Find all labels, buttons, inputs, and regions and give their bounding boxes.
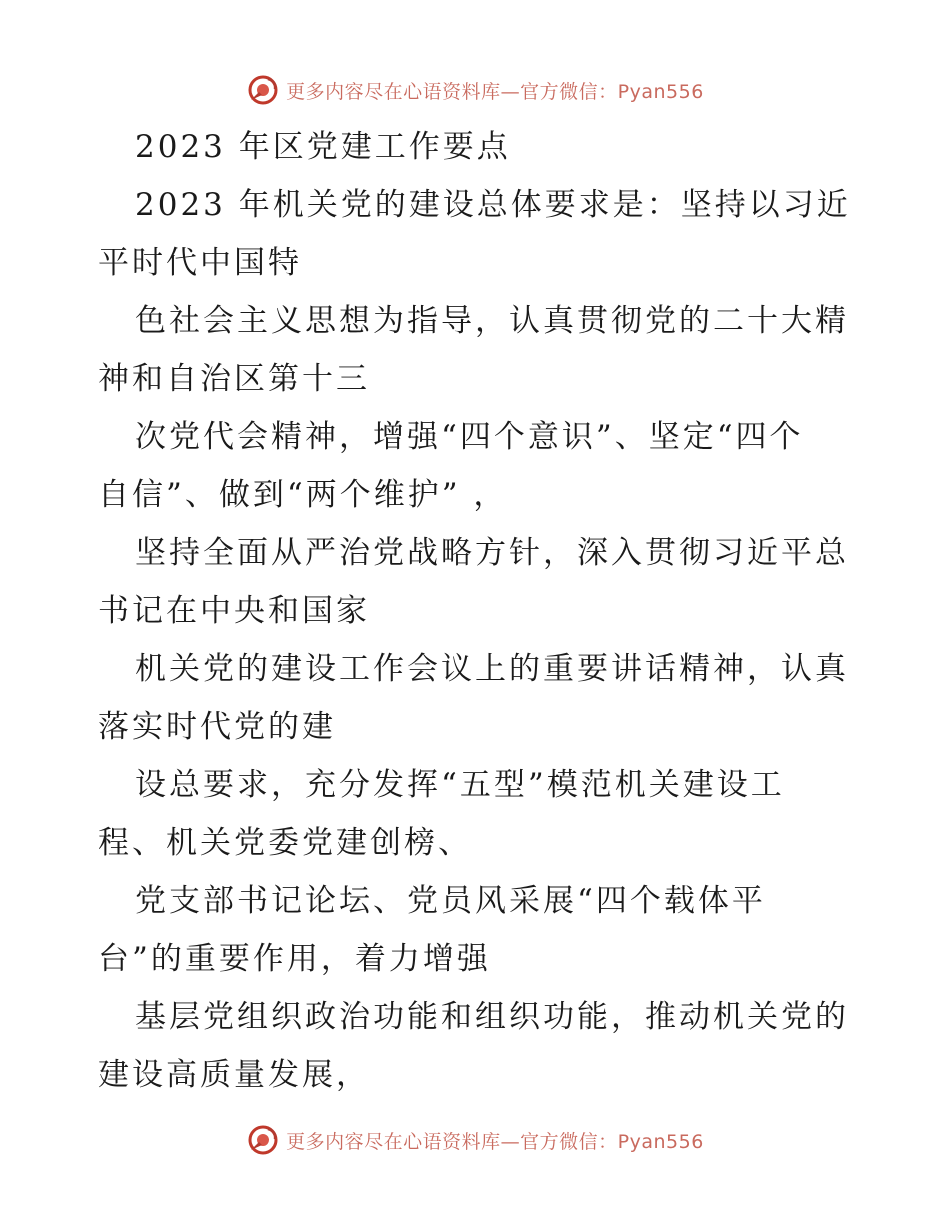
paragraph-line: 平时代中国特 xyxy=(98,245,302,281)
watermark-text: 更多内容尽在心语资料库—官方微信：Pyan556 xyxy=(286,1130,704,1153)
paragraph-line: 书记在中央和国家 xyxy=(98,593,370,629)
paragraph-line: 落实时代党的建 xyxy=(98,709,336,745)
document-body xyxy=(98,118,858,1104)
paragraph-line: 2023 年机关党的建设总体要求是：坚持以习近 xyxy=(135,187,851,223)
paragraph-line: 建设高质量发展， xyxy=(98,1057,370,1093)
brand-logo-icon xyxy=(246,73,280,107)
paragraph-line: 基层党组织政治功能和组织功能，推动机关党的 xyxy=(135,999,849,1035)
watermark-footer xyxy=(0,1120,950,1160)
brand-logo-icon xyxy=(246,1123,280,1157)
paragraph-line: 自信”、做到“两个维护” ， xyxy=(98,477,508,513)
paragraph-line: 次党代会精神，增强“四个意识”、坚定“四个 xyxy=(135,419,804,455)
paragraph-line: 机关党的建设工作会议上的重要讲话精神，认真 xyxy=(135,651,849,687)
paragraph-line: 程、机关党委党建创榜、 xyxy=(98,825,472,861)
watermark-header xyxy=(0,70,950,110)
paragraph-line: 设总要求，充分发挥“五型”模范机关建设工 xyxy=(135,767,785,803)
document-title: 2023 年区党建工作要点 xyxy=(135,129,511,165)
paragraph-line: 台”的重要作用，着力增强 xyxy=(98,941,491,977)
paragraph-line: 神和自治区第十三 xyxy=(98,361,370,397)
paragraph-line: 色社会主义思想为指导，认真贯彻党的二十大精 xyxy=(135,303,849,339)
paragraph-line: 坚持全面从严治党战略方针，深入贯彻习近平总 xyxy=(135,535,849,571)
paragraph-line: 党支部书记论坛、党员风采展“四个载体平 xyxy=(135,883,766,919)
watermark-text: 更多内容尽在心语资料库—官方微信：Pyan556 xyxy=(286,80,704,103)
